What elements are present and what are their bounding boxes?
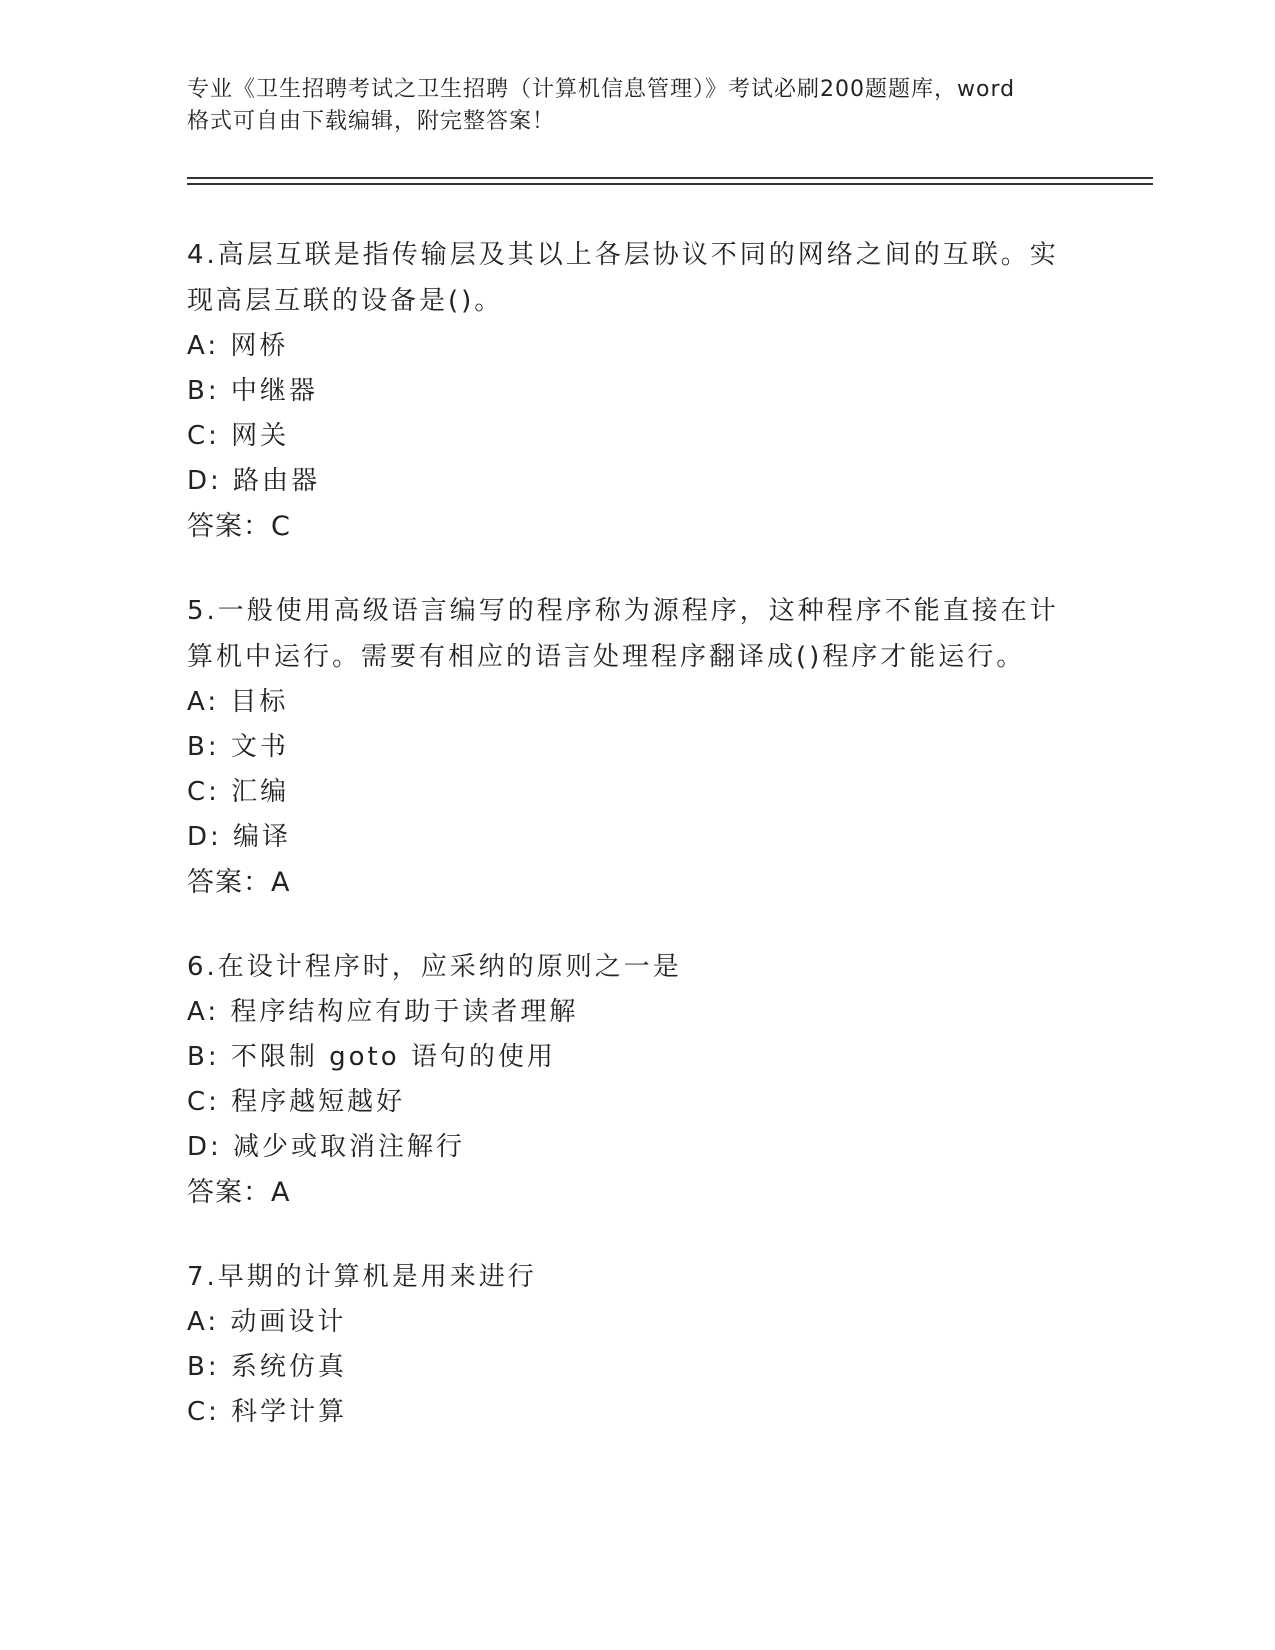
question-text-line: 4.高层互联是指传输层及其以上各层协议不同的网络之间的互联。实 [187,240,1059,270]
question-list [187,232,1087,1473]
option-b: B: 文书 [187,732,289,762]
document-header [187,74,1087,138]
question-text-line: 7.早期的计算机是用来进行 [187,1262,537,1292]
question-4 [187,232,1087,550]
option-d: D: 路由器 [187,466,321,496]
header-divider-top [187,177,1153,179]
option-c: C: 科学计算 [187,1397,348,1427]
question-text-line: 6.在设计程序时，应采纳的原则之一是 [187,952,682,982]
header-line-2: 格式可自由下载编辑，附完整答案！ [187,109,556,134]
option-d: D: 编译 [187,822,292,852]
question-7 [187,1254,1087,1435]
answer: 答案：C [187,511,291,542]
option-a: A: 程序结构应有助于读者理解 [187,997,579,1027]
question-5 [187,588,1087,906]
option-c: C: 程序越短越好 [187,1087,406,1117]
question-text-line: 现高层互联的设备是()。 [187,286,504,316]
option-a: A: 动画设计 [187,1307,347,1337]
question-text-line: 算机中运行。需要有相应的语言处理程序翻译成()程序才能运行。 [187,642,1026,672]
option-a: A: 目标 [187,687,289,717]
question-6 [187,944,1087,1216]
question-text-line: 5.一般使用高级语言编写的程序称为源程序，这种程序不能直接在计 [187,596,1059,626]
option-b: B: 中继器 [187,376,318,406]
option-a: A: 网桥 [187,331,289,361]
answer: 答案：A [187,867,291,898]
option-b: B: 不限制 goto 语句的使用 [187,1042,556,1072]
answer: 答案：A [187,1177,291,1208]
option-b: B: 系统仿真 [187,1352,347,1382]
header-divider-bottom [187,183,1153,185]
header-line-1: 专业《卫生招聘考试之卫生招聘（计算机信息管理）》考试必刷200题题库，word [187,77,1016,102]
option-d: D: 减少或取消注解行 [187,1132,466,1162]
option-c: C: 网关 [187,421,290,451]
option-c: C: 汇编 [187,777,290,807]
